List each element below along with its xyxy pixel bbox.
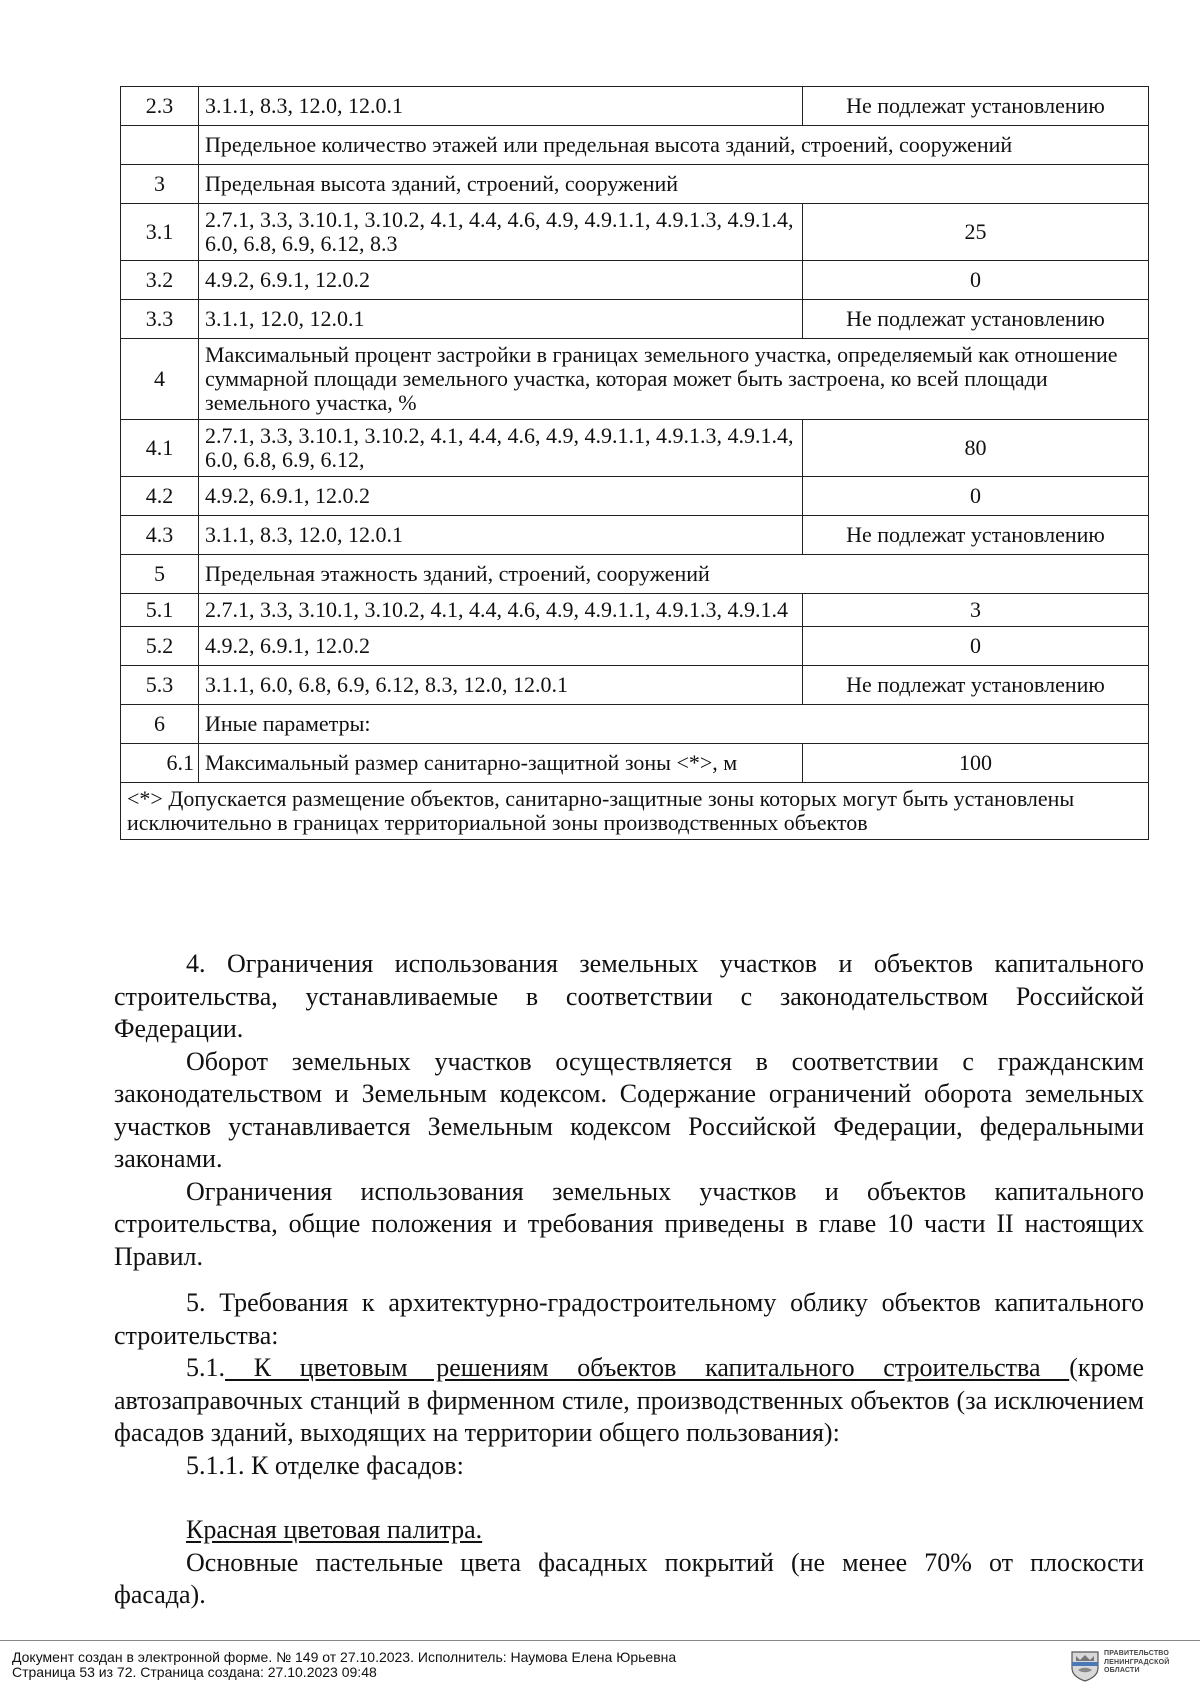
row-number: 5.1 bbox=[121, 594, 199, 627]
table-row bbox=[121, 627, 1149, 666]
row-codes: 2.7.1, 3.3, 3.10.1, 3.10.2, 4.1, 4.4, 4.6, 4.9, 4.9.1.1, 4.9.1.3, 4.9.1.4, 6.0, 6.8, 6.9, 6.12, 8.3 bbox=[199, 204, 803, 261]
row-value: 0 bbox=[803, 261, 1149, 300]
footer-page-info: Страница 53 из 72. Страница создана: 27.10.2023 09:48 bbox=[12, 1664, 377, 1680]
table-row bbox=[121, 339, 1149, 420]
row-codes: 4.9.2, 6.9.1, 12.0.2 bbox=[199, 477, 803, 516]
table-row bbox=[121, 126, 1149, 165]
table-row bbox=[121, 744, 1149, 783]
footer bbox=[12, 1650, 676, 1680]
row-codes: 3.1.1, 8.3, 12.0, 12.0.1 bbox=[199, 516, 803, 555]
row-number bbox=[121, 126, 199, 165]
table-row bbox=[121, 705, 1149, 744]
row-number: 5 bbox=[121, 555, 199, 594]
paragraph-restrictions-rules: Ограничения использования земельных участков и объектов капитального строительства, общие положения и требования приведены в главе 10 части II настоящих Правил. bbox=[114, 1176, 1144, 1271]
row-codes: 2.7.1, 3.3, 3.10.1, 3.10.2, 4.1, 4.4, 4.6, 4.9, 4.9.1.1, 4.9.1.3, 4.9.1.4 bbox=[199, 594, 803, 627]
row-value: 100 bbox=[803, 744, 1149, 783]
row-codes: 4.9.2, 6.9.1, 12.0.2 bbox=[199, 261, 803, 300]
table-note-row bbox=[121, 783, 1149, 840]
table-row bbox=[121, 594, 1149, 627]
paragraph-facade-finishing: 5.1.1. К отделке фасадов: bbox=[186, 1450, 464, 1480]
row-codes: 3.1.1, 8.3, 12.0, 12.0.1 bbox=[199, 87, 803, 126]
row-value: Не подлежат установлению bbox=[803, 87, 1149, 126]
row-number: 4 bbox=[121, 339, 199, 420]
clause-text: (кроме автозаправочных станций в фирменном стиле, производственных объектов (за исключением фасадов зданий, выходящих на территории общего пользования): bbox=[114, 1353, 1144, 1447]
row-value: Не подлежат установлению bbox=[803, 516, 1149, 555]
row-value: 0 bbox=[803, 627, 1149, 666]
row-codes: 2.7.1, 3.3, 3.10.1, 3.10.2, 4.1, 4.4, 4.6, 4.9, 4.9.1.1, 4.9.1.3, 4.9.1.4, 6.0, 6.8, 6.9, 6.12, bbox=[199, 420, 803, 477]
document-body bbox=[114, 948, 1144, 1612]
row-value: Не подлежат установлению bbox=[803, 300, 1149, 339]
row-codes: 3.1.1, 6.0, 6.8, 6.9, 6.12, 8.3, 12.0, 12.0.1 bbox=[199, 666, 803, 705]
table-row bbox=[121, 516, 1149, 555]
heading-red-palette bbox=[114, 1514, 1144, 1547]
table-row bbox=[121, 261, 1149, 300]
row-number: 4.3 bbox=[121, 516, 199, 555]
row-number: 3.3 bbox=[121, 300, 199, 339]
row-value: Не подлежат установлению bbox=[803, 666, 1149, 705]
paragraph-architecture-requirements: 5. Требования к архитектурно-градостроительному облику объектов капитального строительства: bbox=[114, 1288, 1144, 1350]
row-value: 80 bbox=[803, 420, 1149, 477]
table-row bbox=[121, 555, 1149, 594]
table-footnote: <*> Допускается размещение объектов, санитарно-защитные зоны которых могут быть установлены исключительно в границах территориальной зоны производственных объектов bbox=[121, 783, 1149, 840]
logo-caption: ПРАВИТЕЛЬСТВО ЛЕНИНГРАДСКОЙ ОБЛАСТИ bbox=[1104, 1650, 1170, 1674]
row-number: 4.1 bbox=[121, 420, 199, 477]
row-number: 3.2 bbox=[121, 261, 199, 300]
parameters-table bbox=[120, 86, 1149, 840]
coat-of-arms-icon bbox=[1070, 1650, 1100, 1682]
paragraph-color-solutions bbox=[114, 1352, 1144, 1450]
underlined-clause: К цветовым решениям объектов капитального строительства bbox=[225, 1353, 1070, 1382]
table-row bbox=[121, 666, 1149, 705]
section-header: Предельная высота зданий, строений, сооружений bbox=[199, 165, 1149, 204]
row-number: 3 bbox=[121, 165, 199, 204]
row-number: 6 bbox=[121, 705, 199, 744]
paragraph-pastel-colors: Основные пастельные цвета фасадных покрытий (не менее 70% от плоскости фасада). bbox=[114, 1547, 1144, 1609]
table-row bbox=[121, 420, 1149, 477]
footer-document-info: Документ создан в электронной форме. № 149 от 27.10.2023. Исполнитель: Наумова Елена Юрьевна bbox=[12, 1649, 677, 1665]
row-number: 4.2 bbox=[121, 477, 199, 516]
red-palette-title: Красная цветовая палитра. bbox=[186, 1515, 483, 1544]
row-number: 2.3 bbox=[121, 87, 199, 126]
section-header: Иные параметры: bbox=[199, 705, 1149, 744]
table-row bbox=[121, 477, 1149, 516]
table-row bbox=[121, 300, 1149, 339]
paragraph-restrictions-heading: 4. Ограничения использования земельных участков и объектов капитального строительства, устанавливаемые в соответствии с законодательством Российской Федерации. bbox=[114, 949, 1144, 1043]
table-row bbox=[121, 165, 1149, 204]
row-number: 5.3 bbox=[121, 666, 199, 705]
section-header: Предельная этажность зданий, строений, сооружений bbox=[199, 555, 1149, 594]
government-logo bbox=[1070, 1648, 1196, 1688]
row-value: 0 bbox=[803, 477, 1149, 516]
row-number: 5.2 bbox=[121, 627, 199, 666]
row-value: 3 bbox=[803, 594, 1149, 627]
row-codes: Максимальный размер санитарно-защитной зоны <*>, м bbox=[199, 744, 803, 783]
row-number: 3.1 bbox=[121, 204, 199, 261]
footer-divider bbox=[0, 1640, 1200, 1641]
row-codes: 3.1.1, 12.0, 12.0.1 bbox=[199, 300, 803, 339]
table-row bbox=[121, 204, 1149, 261]
row-number: 6.1 bbox=[121, 744, 199, 783]
row-value: 25 bbox=[803, 204, 1149, 261]
paragraph-land-turnover: Оборот земельных участков осуществляется в соответствии с гражданским законодательством и Земельным кодексом. Содержание ограничений оборота земельных участков устанавливается Земельным кодексом Российской Федерации, федеральными законами. bbox=[114, 1046, 1144, 1173]
section-header: Предельное количество этажей или предельная высота зданий, строений, сооружений bbox=[199, 126, 1149, 165]
table-row bbox=[121, 87, 1149, 126]
clause-number: 5.1. bbox=[186, 1353, 225, 1382]
row-codes: 4.9.2, 6.9.1, 12.0.2 bbox=[199, 627, 803, 666]
section-header: Максимальный процент застройки в границах земельного участка, определяемый как отношение суммарной площади земельного участка, которая может быть застроена, ко всей площади земельного участка, % bbox=[199, 339, 1149, 420]
